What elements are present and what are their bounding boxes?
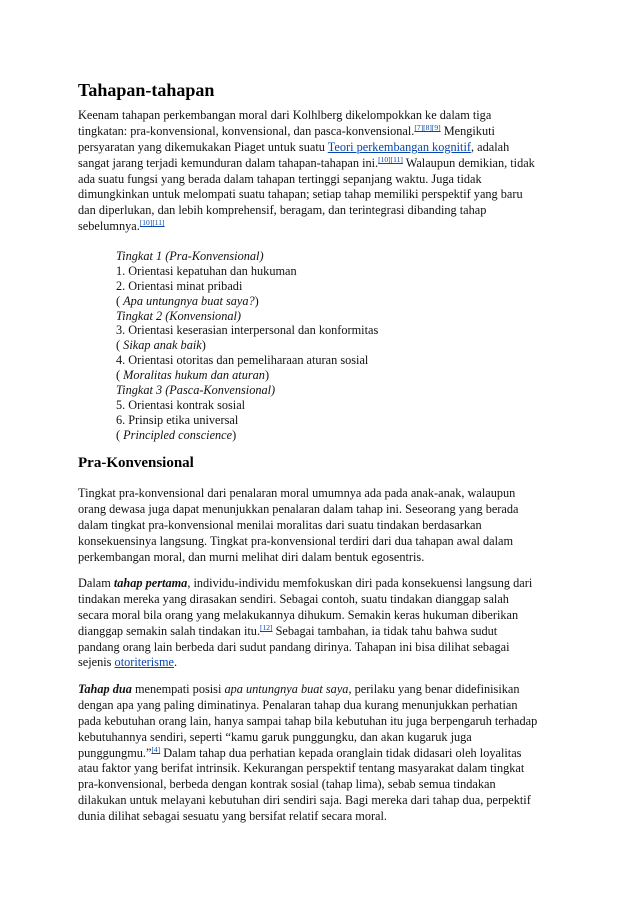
text-span: sangat jarang terjadi kemunduran dalam tahapan-tahapan ini. (78, 155, 379, 170)
stage-item: 2. Orientasi minat pribadi (116, 278, 243, 293)
stage-item: 3. Orientasi keserasian interpersonal dan konformitas (116, 323, 379, 338)
quote-text: Moralitas hukum dan aturan (123, 368, 265, 383)
emphasis-term: tahap pertama (113, 576, 188, 590)
text-line (78, 140, 564, 156)
text-line (78, 682, 564, 698)
stage-item: 4. Orientasi otoritas dan pemeliharaan aturan sosial (116, 353, 369, 368)
level-title: Tingkat 2 (Konvensional) (116, 308, 242, 323)
text-line: dimungkinkan untuk melompati suatu tahapan; setiap tahap memiliki perspektif yang baru (78, 187, 523, 202)
stage-item: 5. Orientasi kontrak sosial (116, 397, 246, 412)
text-span: Dalam (78, 576, 114, 590)
text-line: Keenam tahapan perkembangan moral dari Kolhlberg dikelompokkan ke dalam tiga (78, 108, 492, 122)
intro-paragraph (78, 108, 564, 235)
paragraph-tahap-dua (78, 682, 564, 825)
wiki-link-teori-perkembangan-kognitif[interactable]: Teori perkembangan kognitif (327, 139, 471, 154)
citation-link[interactable]: [8] (423, 122, 432, 132)
stage-quote (116, 294, 378, 309)
text-line: dalam tingkat pra-konvensional menilai moralitas dari suatu tindakan berdasarkan (78, 517, 482, 532)
text-span: Sebagai tambahan, ia tidak tahu bahwa sudut (272, 623, 498, 638)
text-span: , perilaku yang benar didefinisikan (348, 682, 520, 696)
text-line: pra-konvensional, berbeda dengan kontrak sosial (tahap lima), sebab semua tindakan (78, 777, 496, 792)
citation-link[interactable]: [4] (151, 744, 161, 754)
paren: ( (116, 368, 124, 383)
section-heading: Pra-Konvensional (78, 455, 194, 471)
text-span: persyaratan yang dikemukakan Piaget untuk suatu (78, 139, 328, 154)
level-heading (116, 383, 378, 398)
text-line (78, 746, 564, 762)
paragraph-pra-konvensional (78, 486, 564, 565)
text-line: dunia dilihat sebagai sesuatu yang bersifat relatif secara moral. (78, 809, 388, 824)
text-span: menempati posisi (131, 682, 225, 696)
level-heading (116, 249, 378, 264)
paren: ( (116, 338, 124, 353)
citation-link[interactable]: [11] (390, 154, 403, 164)
text-line (78, 655, 564, 671)
paren: ( (116, 427, 124, 442)
citation-link[interactable]: [10] (378, 154, 391, 164)
citation-link[interactable]: [12] (260, 622, 273, 632)
text-line: kebutuhannya sendiri, seperti “kamu garuk punggungku, dan akan kugaruk juga (78, 729, 472, 744)
quote-text: Sikap anak baik (123, 338, 202, 353)
text-line (78, 576, 564, 592)
citation-link[interactable]: [9] (431, 122, 441, 132)
text-line: pada kebutuhan orang lain, hanya sampai tahap bila kebutuhan itu juga berpengaruh terhadap (78, 713, 538, 728)
level-title: Tingkat 3 (Pasca-Konvensional) (116, 383, 276, 398)
text-span: Mengikuti (440, 123, 495, 138)
emphasis-text: apa untungnya buat saya (224, 682, 349, 696)
text-line: dilakukan untuk melayani kebutuhan diri sendiri saja. Bagi mereka dari tahap dua, perpektif (78, 793, 531, 808)
text-line: tindakan mereka yang dirasakan sendiri. Sebagai contoh, suatu tindakan dianggap salah (78, 591, 509, 606)
text-line: pandang orang lain berbeda dari sudut pandang dirinya. Tahapan ini bisa dilihat sebagai (78, 639, 510, 654)
text-line (78, 219, 564, 235)
text-line (78, 624, 564, 640)
stage-item: 6. Prinsip etika universal (116, 412, 239, 427)
text-line: secara moral bila orang yang melakukannya dihukum. Semakin keras hukuman diberikan (78, 607, 519, 622)
stage-list (116, 249, 378, 443)
section-title: Tahapan-tahapan (78, 80, 215, 100)
text-span: . (173, 655, 178, 670)
text-span: sebelumnya. (78, 219, 140, 234)
text-line: Tingkat pra-konvensional dari penalaran moral umumnya ada pada anak-anak, walaupun (78, 486, 516, 500)
level-heading (116, 309, 378, 324)
text-span: tingkatan: pra-konvensional, konvensional, dan pasca-konvensional. (78, 123, 415, 138)
text-span: Dalam tahap dua perhatian kepada oranglain tidak didasari oleh loyalitas (160, 745, 522, 760)
level-title: Tingkat 1 (Pra-Konvensional) (116, 249, 264, 263)
quote-text: Principled conscience (123, 427, 233, 442)
paren: ) (254, 293, 259, 308)
text-line: orang dewasa juga dapat menunjukkan penalaran dalam tahap ini. Seseorang yang berada (78, 501, 519, 516)
emphasis-term: Tahap dua (78, 682, 132, 696)
quote-text: Apa untungnya buat saya? (123, 293, 255, 308)
stage-quote (116, 428, 378, 443)
text-line: konsekuensinya langsung. Tingkat pra-konvensional terdiri dari dua tahapan awal dalam (78, 533, 514, 548)
text-span: Walaupun demikian, tidak (402, 155, 535, 170)
text-span: sejenis (78, 655, 115, 670)
text-span: dianggap semakin salah tindakan itu. (78, 623, 261, 638)
stage-item: 1. Orientasi kepatuhan dan hukuman (116, 263, 297, 278)
stage-quote (116, 368, 378, 383)
paragraph-tahap-pertama (78, 576, 564, 671)
citation-link[interactable]: [10] (139, 218, 153, 228)
paren: ( (116, 293, 124, 308)
stage-quote (116, 338, 378, 353)
wiki-link-otoriterisme[interactable]: otoriterisme (114, 655, 174, 670)
text-span: punggungmu.” (78, 745, 152, 760)
text-line: perkembangan moral, dan murni melihat diri dalam bentuk egosentris. (78, 549, 425, 564)
text-line: dan diperlukan, dan lebih komprehensif, beragam, dan terintegrasi dibanding tahap (78, 203, 487, 218)
paren: ) (232, 427, 237, 442)
text-span: , adalah (471, 139, 510, 154)
text-line: atau faktor yang berifat intrinsik. Kekurangan perspektif tentang masyarakat dalam tingkat (78, 761, 525, 776)
text-line: ada suatu fungsi yang berada dalam tahapan tertinggi sepanjang waktu. Juga tidak (78, 171, 482, 186)
text-line: dengan apa yang paling diminatinya. Penalaran tahap dua kurang menunjukkan perhatian (78, 697, 518, 712)
citation-link[interactable]: [7] (414, 122, 424, 132)
paren: ) (201, 338, 206, 353)
text-line (78, 156, 564, 172)
citation-link[interactable]: [11] (152, 218, 165, 228)
text-line (78, 124, 564, 140)
paren: ) (264, 368, 270, 383)
text-span: , individu-individu memfokuskan diri pada konsekuensi langsung dari (187, 576, 533, 590)
